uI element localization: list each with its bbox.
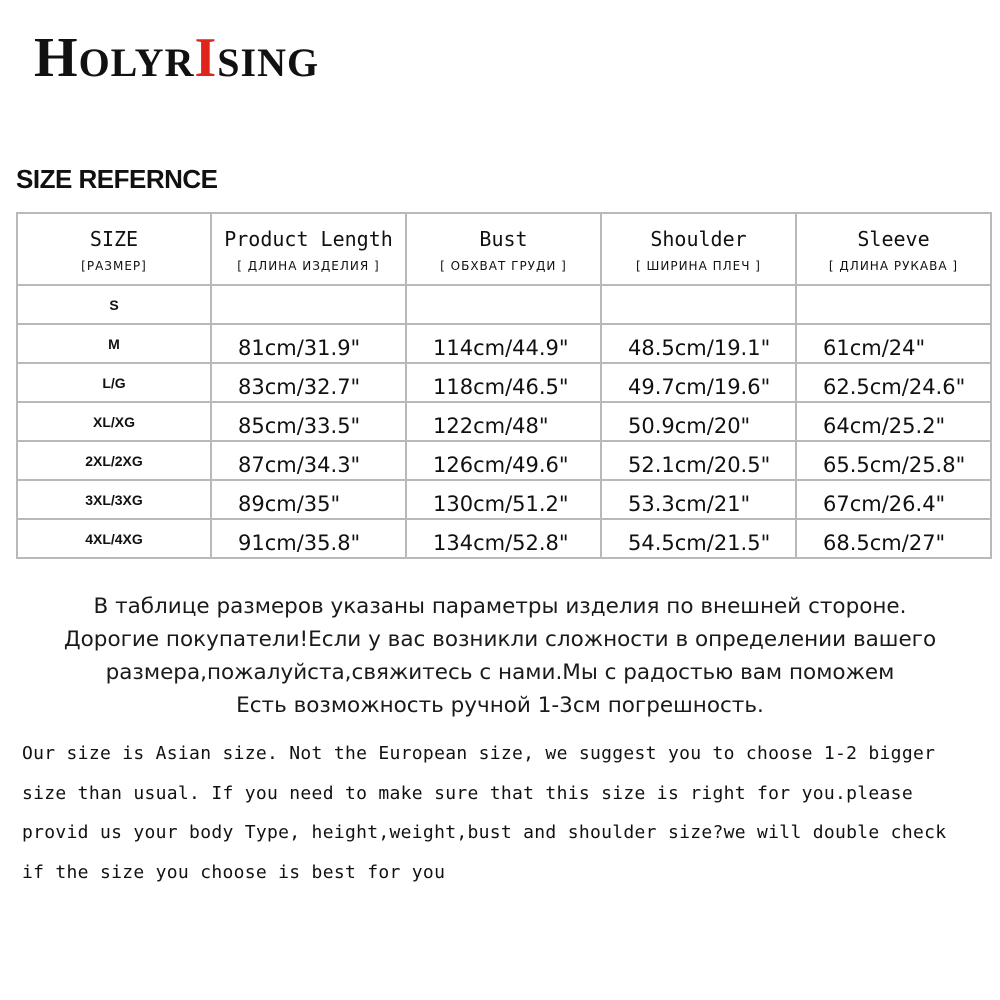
bust-value: [406, 285, 601, 324]
size-label: M: [17, 324, 211, 363]
header-main-text: Bust: [479, 227, 528, 251]
shoulder-value: 49.7cm/19.6": [601, 363, 796, 402]
table-row: [17, 402, 991, 441]
header-sub-text: [ ДЛИНА ИЗДЕЛИЯ ]: [237, 259, 380, 273]
shoulder-value: 53.3cm/21": [601, 480, 796, 519]
size-label: L/G: [17, 363, 211, 402]
header-shoulder: [601, 213, 796, 285]
table-row: [17, 480, 991, 519]
bust-value: 130cm/51.2": [406, 480, 601, 519]
header-sub-text: [ ДЛИНА РУКАВА ]: [828, 259, 959, 273]
shoulder-value: [601, 285, 796, 324]
length-value: 87cm/34.3": [211, 441, 406, 480]
table-row: [17, 285, 991, 324]
logo-letter-h: H: [34, 27, 79, 89]
header-sub-text: [РАЗМЕР]: [81, 259, 147, 273]
table-header-row: [17, 213, 991, 285]
header-main-text: Sleeve: [857, 227, 930, 251]
russian-note-line: Дорогие покупатели!Если у вас возникли сложности в определении вашего: [63, 627, 937, 652]
header-main-text: SIZE: [89, 227, 139, 251]
table-row: [17, 324, 991, 363]
header-main-text: Product Length: [224, 227, 393, 251]
shoulder-value: 52.1cm/20.5": [601, 441, 796, 480]
bust-value: 114cm/44.9": [406, 324, 601, 363]
size-label: 2XL/2XG: [17, 441, 211, 480]
bust-value: 122cm/48": [406, 402, 601, 441]
length-value: 89cm/35": [211, 480, 406, 519]
english-note-line: size than usual. If you need to make sure that this size is right for you.please: [22, 782, 913, 804]
size-label: 3XL/3XG: [17, 480, 211, 519]
sleeve-value: 61cm/24": [796, 324, 991, 363]
bust-value: 126cm/49.6": [406, 441, 601, 480]
bust-value: 134cm/52.8": [406, 519, 601, 558]
sleeve-value: 64cm/25.2": [796, 402, 991, 441]
russian-notes: [0, 590, 1000, 722]
length-value: [211, 285, 406, 324]
russian-note-line: В таблице размеров указаны параметры изделия по внешней стороне.: [93, 594, 907, 619]
table-row: [17, 441, 991, 480]
header-sub-text: [ ОБХВАТ ГРУДИ ]: [440, 259, 567, 273]
english-note-line: if the size you choose is best for you: [22, 861, 446, 883]
shoulder-value: 50.9cm/20": [601, 402, 796, 441]
sleeve-value: 62.5cm/24.6": [796, 363, 991, 402]
shoulder-value: 54.5cm/21.5": [601, 519, 796, 558]
russian-note-line: размера,пожалуйста,свяжитесь с нами.Мы с радостью вам поможем: [105, 660, 895, 685]
logo-part-sing: SING: [217, 40, 320, 85]
shoulder-value: 48.5cm/19.1": [601, 324, 796, 363]
brand-logo: [34, 27, 320, 89]
sleeve-value: [796, 285, 991, 324]
length-value: 91cm/35.8": [211, 519, 406, 558]
length-value: 83cm/32.7": [211, 363, 406, 402]
length-value: 85cm/33.5": [211, 402, 406, 441]
header-sub-text: [ ШИРИНА ПЛЕЧ ]: [636, 259, 761, 273]
size-table: [16, 212, 992, 559]
english-note-line: provid us your body Type, height,weight,bust and shoulder size?we will double check: [22, 822, 947, 843]
header-size: [17, 213, 211, 285]
header-bust: [406, 213, 601, 285]
table-row: [17, 363, 991, 402]
header-main-text: Shoulder: [650, 227, 747, 251]
header-length: [211, 213, 406, 285]
english-notes: [22, 734, 992, 892]
sleeve-value: 65.5cm/25.8": [796, 441, 991, 480]
english-note-line: Our size is Asian size. Not the European size, we suggest you to choose 1-2 bigger: [22, 743, 936, 764]
logo-part-olyr: OLYR: [78, 40, 195, 85]
length-value: 81cm/31.9": [211, 324, 406, 363]
section-title: SIZE REFERNCE: [16, 164, 218, 194]
russian-note-line: Есть возможность ручной 1-3см погрешность.: [236, 693, 764, 718]
size-label: XL/XG: [17, 402, 211, 441]
table-row: [17, 519, 991, 558]
header-sleeve: [796, 213, 991, 285]
size-label: S: [17, 285, 211, 324]
sleeve-value: 68.5cm/27": [796, 519, 991, 558]
size-label: 4XL/4XG: [17, 519, 211, 558]
sleeve-value: 67cm/26.4": [796, 480, 991, 519]
bust-value: 118cm/46.5": [406, 363, 601, 402]
logo-letter-i: I: [194, 27, 218, 89]
